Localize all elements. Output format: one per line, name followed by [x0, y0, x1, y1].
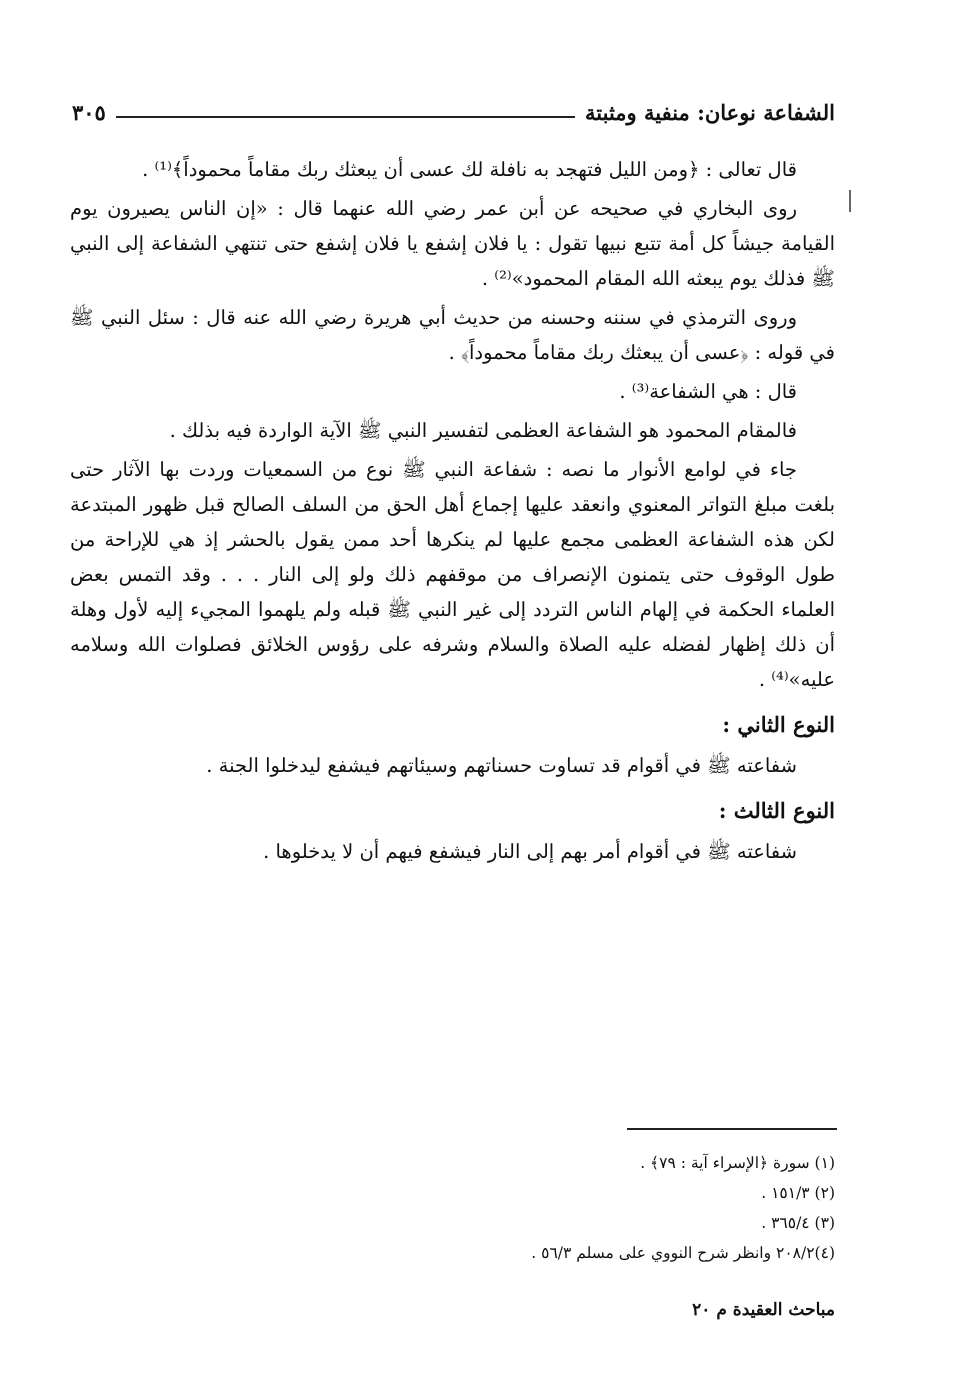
- heading-type-two: النوع الثاني :: [722, 712, 835, 737]
- heading-type-three: النوع الثالث :: [718, 798, 835, 823]
- running-title: الشفاعة نوعان: منفية ومثبتة: [585, 99, 835, 125]
- paragraph-type-two: شفاعته ﷺ في أقوام قد تساوت حسناتهم وسيئاتهم فيشفع ليدخلوا الجنة .: [206, 754, 797, 777]
- footnotes: [90, 1148, 835, 1268]
- footnote-4: (٤)٢٠٨/٢ وانظر شرح النووي على مسلم ٥٦/٣ .: [531, 1244, 835, 1262]
- footnote-3: (٣) ٣٦٥/٤ .: [761, 1214, 835, 1232]
- margin-mark: [849, 190, 851, 212]
- paragraph-verse: قال تعالى : ﴿ومن الليل فتهجد به نافلة لك عسى أن يبعثك ربك مقاماً محموداً﴾⁽¹⁾ .: [142, 158, 797, 181]
- page-header: [72, 92, 835, 132]
- paragraph-tirmidhi: وروى الترمذي في سننه وحسنه من حديث أبي هريرة رضي الله عنه قال : سئل النبي ﷺ في قوله : ﴿عسى أن يبعثك ربك مقاماً محموداً﴾ .: [70, 306, 835, 364]
- page-body: [70, 152, 835, 873]
- footnote-1: (١) سورة ﴿الإسراء آية : ٧٩﴾ .: [640, 1154, 835, 1172]
- footnote-rule: [627, 1128, 837, 1130]
- footnote-2: (٢) ١٥١/٣ .: [761, 1184, 835, 1202]
- header-rule: [116, 116, 575, 118]
- page-number: ٣٠٥: [72, 99, 106, 125]
- paragraph-conclusion: فالمقام المحمود هو الشفاعة العظمى لتفسير النبي ﷺ الآية الواردة فيه بذلك .: [169, 419, 797, 442]
- paragraph-lawami: جاء في لوامع الأنوار ما نصه : شفاعة النبي ﷺ نوع من السمعيات وردت بها الآثار حتى بلغت مبلغ التواتر المعنوي وانعقد عليها إجماع أهل الحق من السلف الصالح قبل ظهور المبتدعة لكن هذه الشفاعة العظمى مجمع عليها لم ينكرها أحد ممن يقول بالحشر إذ هي للإراحة من طول الوقوف حتى يتمنون الإنصراف من موقفهم ذلك ولو إلى النار . . . وقد التمس بعض العلماء الحكمة في إلهام الناس التردد إلى غير النبي ﷺ قبله ولم يلهموا المجيء إليه لأول وهلة أن ذلك إظهار لفضله عليه الصلاة والسلام وشرفه على رؤوس الخلائق فصلوات الله وسلامه عليه»⁽⁴⁾ .: [70, 458, 835, 691]
- paragraph-type-three: شفاعته ﷺ في أقوام أمر بهم إلى النار فيشفع فيهم أن لا يدخلوها .: [263, 840, 797, 863]
- paragraph-bukhari: روى البخاري في صحيحه عن أبن عمر رضي الله عنهما قال : «إن الناس يصيرون يوم القيامة جيشاً كل أمة تتبع نبيها تقول : يا فلان إشفع يا فلان إشفع حتى تنتهي الشفاعة إلى النبي ﷺ فذلك يوم يبعثه الله المقام المحمود»⁽²⁾ .: [70, 197, 835, 290]
- signature-mark: مباحث العقيدة م ٢٠: [692, 1300, 835, 1320]
- paragraph-answer: قال : هي الشفاعة⁽³⁾ .: [619, 380, 797, 403]
